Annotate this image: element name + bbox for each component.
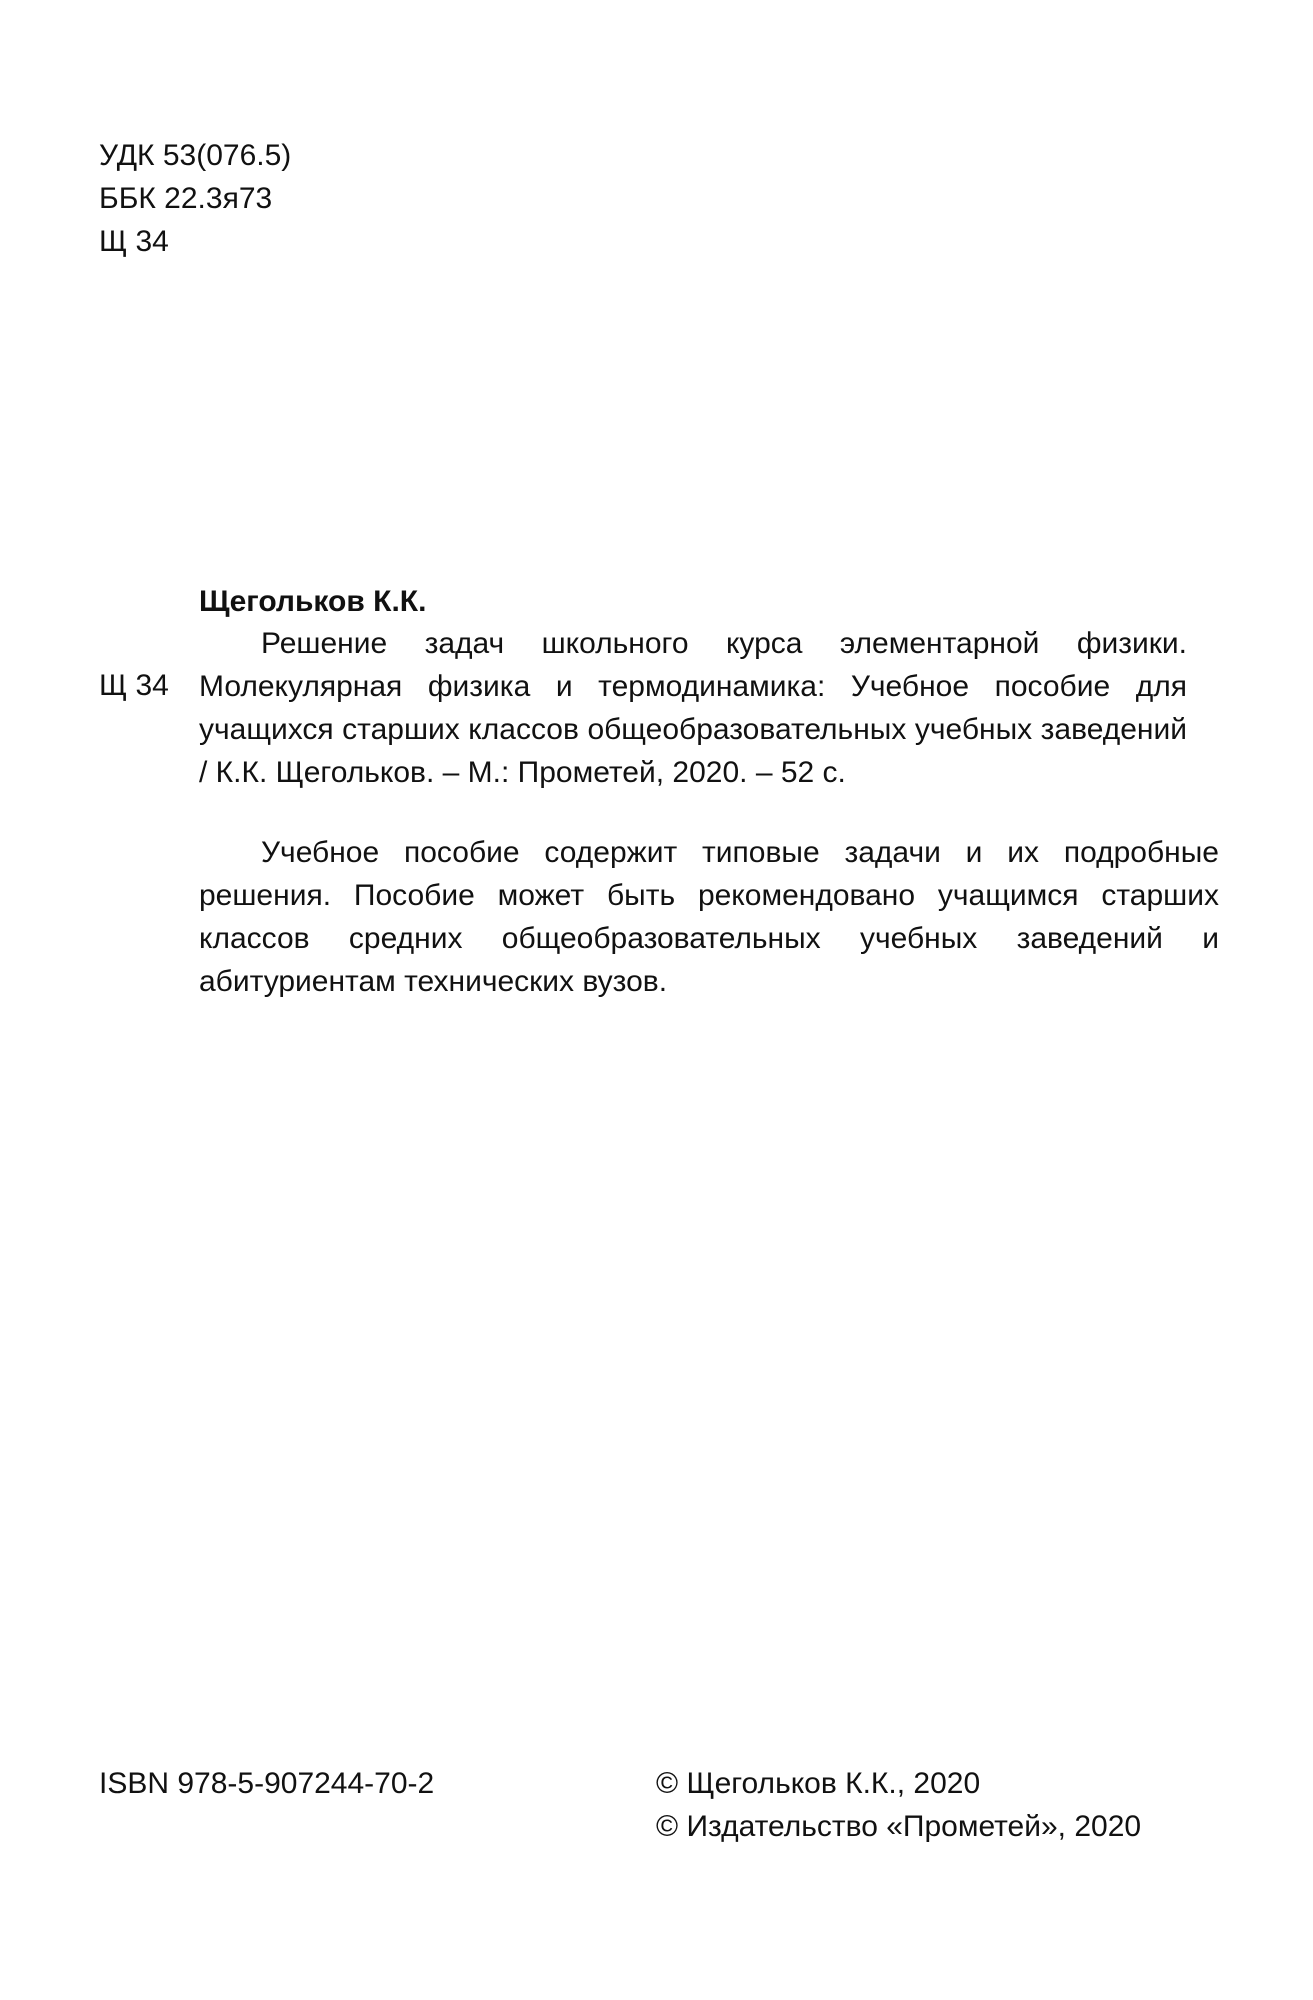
classification-codes [99,134,291,263]
copyright-author: © Щегольков К.К., 2020 [656,1767,981,1800]
bibliographic-description: Решение задач школьного курса элементарной физики. Молекулярная физика и термодинамика: Учебное пособие для учащихся старших классов общеобразовательных учебных заведений / К.К. Щегольков. – М.: Прометей, 2020. – 52 с. [199,627,1187,789]
abstract-text: Учебное пособие содержит типовые задачи и их подробные решения. Пособие может быть рекомендовано учащимся старших классов средних общеобразовательных учебных заведений и абитуриентам технических вузов. [199,836,1219,998]
copyright-block [656,1762,1141,1848]
isbn: ISBN 978-5-907244-70-2 [99,1767,435,1800]
copyright-publisher: © Издательство «Прометей», 2020 [656,1810,1142,1843]
author-name: Щегольков К.К. [199,585,427,618]
index-code: Щ 34 [99,669,169,702]
udk-code: УДК 53(076.5) [99,139,292,172]
author-sign: Щ 34 [99,225,169,258]
bbk-code: ББК 22.3я73 [99,182,273,215]
